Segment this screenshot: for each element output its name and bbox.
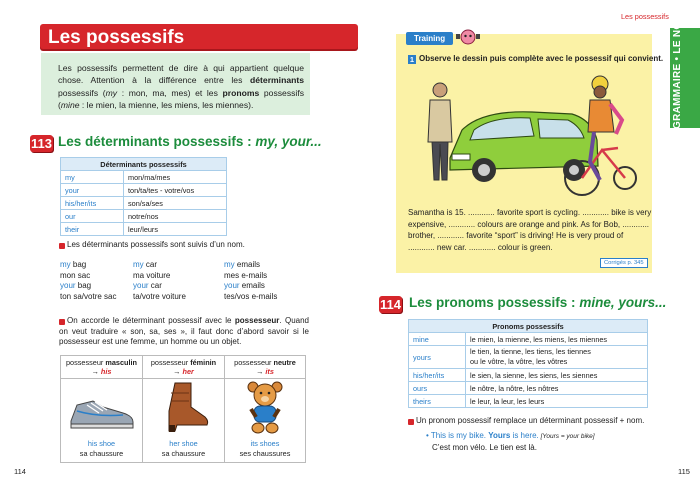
blank-field[interactable]: ............ [622,219,650,229]
table-row [409,382,648,395]
table-row [61,184,227,197]
exercise-instruction: Observe le dessin puis complète avec le possessif qui convient. [419,54,664,63]
bullet-icon [408,419,414,425]
rule-text: Un pronom possessif remplace un déterminant possessif + nom. [416,416,645,425]
table-header: Déterminants possessifs [61,158,227,171]
heeled-boot-image [161,381,211,433]
cell-fr: le nôtre, la nôtre, les nôtres [466,382,648,395]
cell-en: his/her/its [409,369,466,382]
running-header: Les possessifs [621,12,669,21]
cell-fr: le leur, la leur, les leurs [466,395,648,408]
side-tab-label: GRAMMAIRE • LE NOM [672,12,683,129]
blank-field[interactable]: ............ [448,219,476,229]
cell-fr: mon/ma/mes [124,171,227,184]
exercise-paragraph: Samantha is 15. ............ favorite sport is cycling. ............ bike is very expensive, ............ colours are orange and pink. As for Bob, ............ brother, ............ favorite “sport” is driving! He is very proud of ............ new car. ............ colour is green. [408,208,652,252]
table-row [61,223,227,236]
table-row [409,346,648,369]
page-number: 115 [678,467,690,476]
sneaker-image [67,391,137,431]
table-row [409,369,648,382]
blank-field[interactable]: ............ [582,208,609,217]
blank-field[interactable]: ............ [437,231,465,240]
cell-fr: le tien, la tienne, les tiens, les tiennes ou le vôtre, la vôtre, les vôtres [466,346,648,369]
cell-en: yours [409,346,466,369]
blank-field[interactable]: ............ [408,242,435,252]
training-label: Training [406,32,453,45]
cell-en: theirs [409,395,466,408]
answers-reference: Corrigés p. 345 [600,258,648,268]
blank-field[interactable]: ............ [468,208,495,217]
section-number-badge: 114 [380,297,401,312]
cell-en: your [61,184,124,197]
teddy-bear-image [243,379,287,435]
cell-en: their [61,223,124,236]
table-header: Pronoms possessifs [409,320,648,333]
cell-en: my [61,171,124,184]
section-title: Les pronoms possessifs : mine, yours... [409,295,667,310]
determinants-table [60,157,227,236]
table-row [61,210,227,223]
section-title: Les déterminants possessifs : my, your... [58,134,322,149]
exercise-number: 1 [409,55,415,64]
possessor-column: possesseur masculin → his his shoe sa chaussure [61,356,143,462]
table-row [61,197,227,210]
page-number: 114 [14,467,26,476]
pronouns-table [408,319,648,408]
car-and-cyclist-illustration [422,70,637,200]
cell-fr: le sien, la sienne, les siens, les siennes [466,369,648,382]
cell-fr: leur/leurs [124,223,227,236]
cell-fr: ton/ta/tes - votre/vos [124,184,227,197]
example-column: my car ma voiture your car ta/votre voiture [133,260,186,301]
table-row [61,171,227,184]
blank-field[interactable]: ............ [468,242,496,252]
example-column: my emails mes e-mails your emails tes/vos e-mails [224,260,278,301]
cell-en: ours [409,382,466,395]
cell-en: mine [409,333,466,346]
example-block: • This is my bike. Yours is here. [Yours = your bike] C’est mon vélo. Le tien est là. [426,431,595,452]
bullet-icon [59,243,65,249]
cell-en: his/her/its [61,197,124,210]
intro-text: Les possessifs permettent de dire à qui appartient quelque chose. Attention à la différence entre les déterminants possessifs (my : mon, ma, mes) et les pronoms possessifs (mine : le mien, la mienne, les miens, les miennes). [58,63,305,110]
cell-en: our [61,210,124,223]
cell-fr: son/sa/ses [124,197,227,210]
rule-text: On accorde le déterminant possessif avec le possesseur. Quand on veut traduire « son, sa, ses », il faut donc d’abord savoir si le possesseur est une femme, un homme ou un objet. [59,316,310,346]
example-column: my bag mon sac your bag ton sa/votre sac [60,260,117,301]
possessor-column: possesseur féminin → her her shoe sa chaussure [143,356,225,462]
table-row [409,333,648,346]
brain-mascot-icon [456,28,480,46]
page-title: Les possessifs [48,27,185,48]
cell-fr: le mien, la mienne, les miens, les miennes [466,333,648,346]
rule-text: Les déterminants possessifs sont suivis d’un nom. [67,240,245,249]
cell-fr: notre/nos [124,210,227,223]
possessor-column: possesseur neutre → its its shoes ses chaussures [225,356,305,462]
table-row [409,395,648,408]
possessor-table [60,355,306,463]
section-number-badge: 113 [31,136,52,151]
